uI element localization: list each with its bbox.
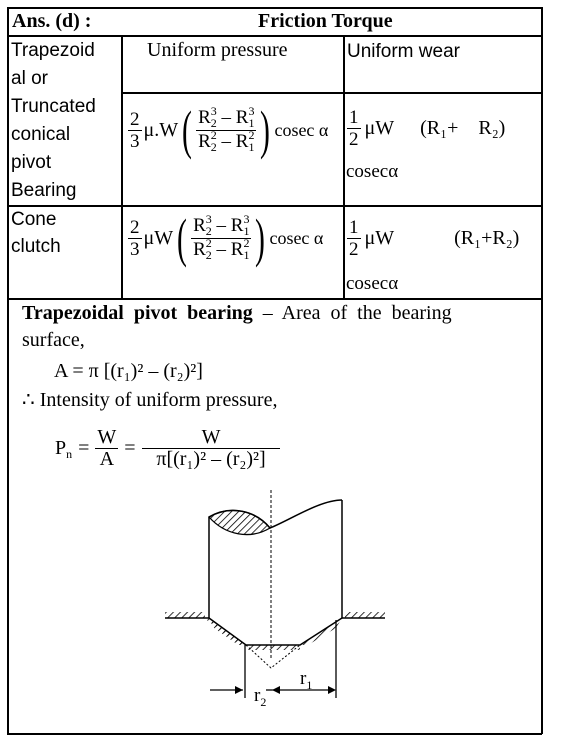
r2-arrowhead <box>235 686 243 694</box>
row2-wear-cosec: cosecα <box>346 273 399 294</box>
r1-arrowhead-left <box>272 686 280 694</box>
label-r1: $r_1$ <box>300 668 313 692</box>
row1-wear-cosec: cosecα <box>346 161 399 182</box>
col-header-pressure: Uniform pressure <box>147 39 288 61</box>
ground-left-hatch <box>165 612 205 618</box>
shaft-break-hatch <box>209 510 270 534</box>
body-heading: Trapezoidal pivot bearing – Area of the bearing <box>22 302 452 324</box>
body-heading-line2: surface, <box>22 329 85 351</box>
row1-label: Trapezoid al or Truncated conical pivot Bearing <box>11 40 96 201</box>
r1-arrowhead-right <box>328 686 336 694</box>
label-r2: $r_2$ <box>254 685 267 709</box>
row2-pressure-formula: $\frac{2}{3}$ μW ( $\frac{R_2^3 - R_1^3}{R_2^2 - R_1^2}$ ) cosec α <box>130 208 324 268</box>
intensity-line: ∴ Intensity of uniform pressure, <box>22 389 278 411</box>
col-header-wear: Uniform wear <box>347 41 460 62</box>
row1-wear-formula: $\frac{1}{2}$ μW (R₁+ R₂) <box>349 106 506 150</box>
bearing-bottom-hatch <box>246 645 300 650</box>
answer-label: Ans. (d) : <box>12 10 92 32</box>
area-equation: A = π [(r₁)² – (r₂)²] <box>54 360 203 382</box>
ground-right-hatch <box>345 612 385 618</box>
row2-wear-formula: $\frac{1}{2}$ μW (R₁+R₂) <box>349 216 520 260</box>
pressure-intensity-formula: P n = $\frac{W}{A}$ = $\frac{W}{\text{π[(r₁)² – (r₂)²]}}$ <box>55 418 280 478</box>
row2-label: Cone clutch <box>11 209 61 257</box>
row1-pressure-formula: $\frac{2}{3}$ μ.W ( $\frac{R_2^3 - R_1^3}{R_2^2 - R_1^2}$ ) cosec α <box>130 100 329 160</box>
table-title: Friction Torque <box>258 10 393 32</box>
